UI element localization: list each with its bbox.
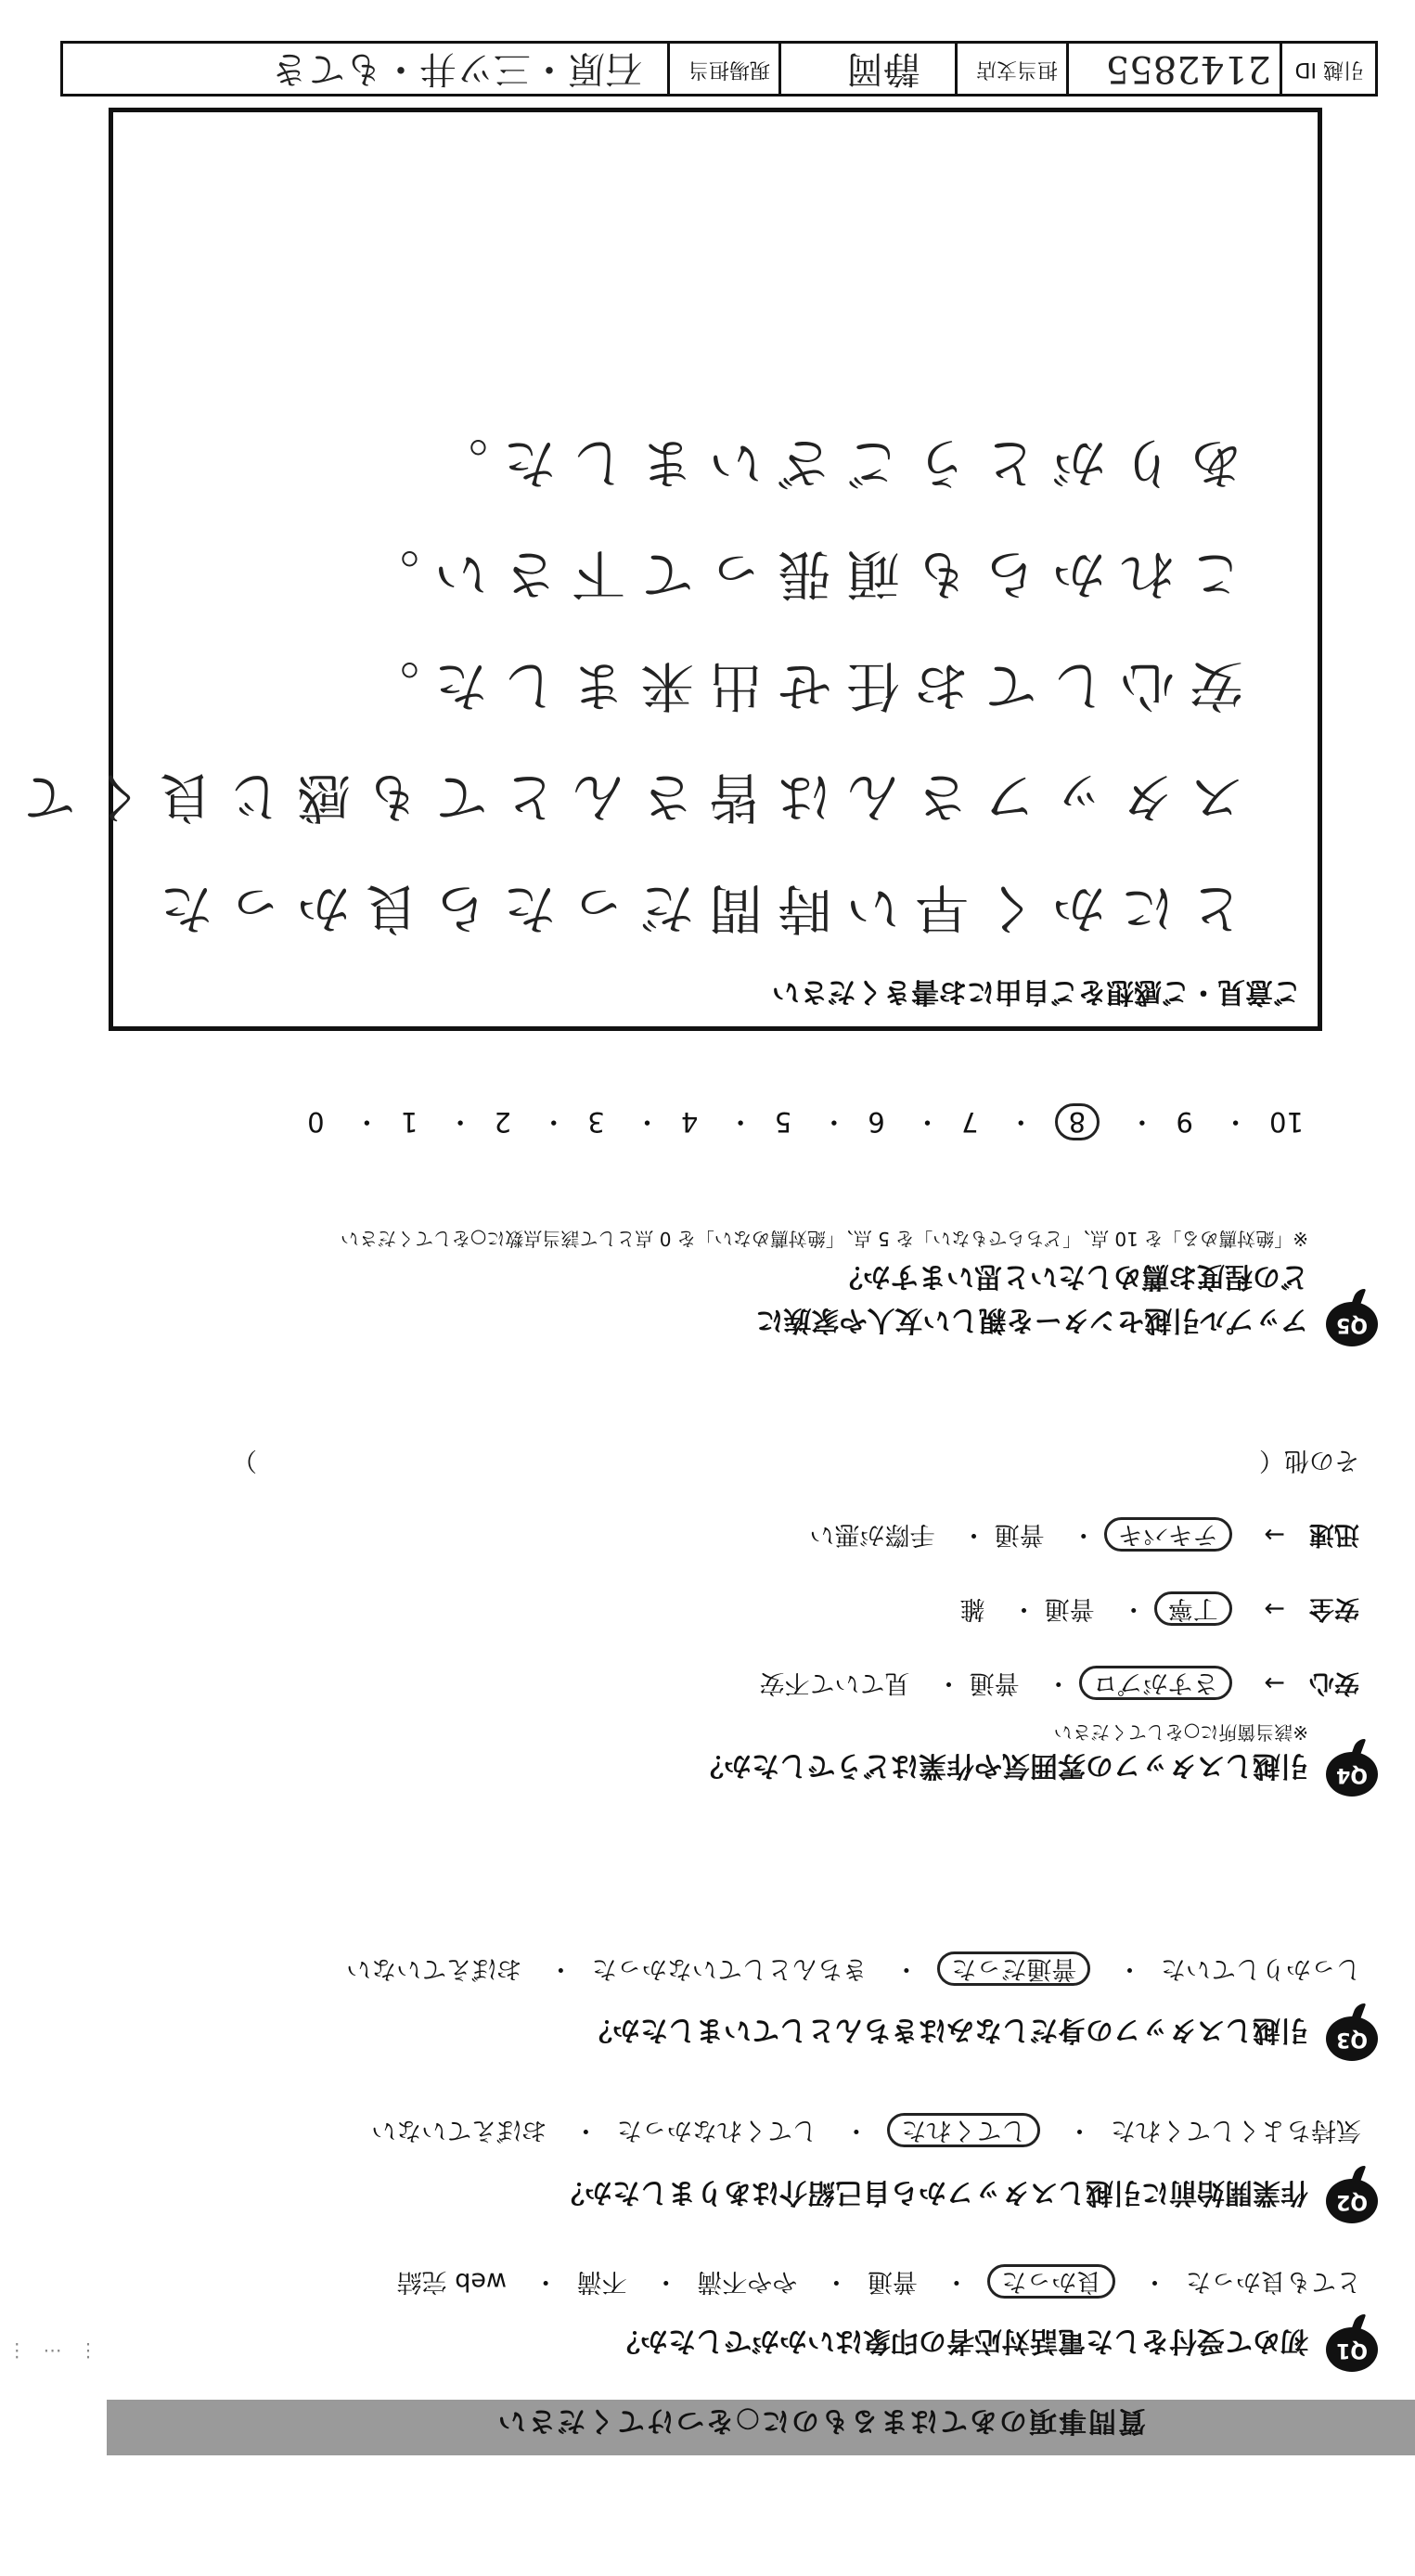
handwritten-line: 安心してお任せ出来ました。 bbox=[350, 654, 1243, 717]
q4-row-label: 安心 bbox=[1309, 1668, 1359, 1697]
staff-value: 石原・三ツ井・もてき bbox=[271, 47, 642, 90]
q1-option[interactable]: 不満 bbox=[576, 2267, 627, 2296]
q4-option[interactable]: 見ていて不安 bbox=[759, 1668, 910, 1697]
q4-option-selected[interactable]: さすがプロ bbox=[1079, 1666, 1232, 1700]
q3-question: 引越しスタッフの身だしなみはきちんとしていましたか？ bbox=[585, 2014, 1308, 2046]
q4-row-anzen: 安全→ 丁寧 ・ 普通 ・ 雑 bbox=[959, 1593, 1359, 1629]
q4-row-label: 迅速 bbox=[1309, 1520, 1359, 1549]
instruction-text: 質問事項のあてはまるものに○をつけてください bbox=[495, 2404, 1146, 2437]
score-option[interactable]: 2 bbox=[494, 1106, 512, 1138]
q1-options: とても良かった・ 良かった・ 普通・ やや不満・ 不満・ web 完結 bbox=[379, 2266, 1361, 2302]
q4-option[interactable]: 普通 bbox=[969, 1668, 1020, 1697]
id-value: 2142855 bbox=[1105, 47, 1271, 90]
q3-option[interactable]: おぼえていない bbox=[346, 1954, 522, 1983]
handwritten-line: ありがとうございました。 bbox=[418, 431, 1243, 495]
q3-badge-icon: Q3 bbox=[1326, 2016, 1378, 2061]
score-option[interactable]: 4 bbox=[680, 1106, 699, 1138]
staff-info-table bbox=[60, 41, 1378, 97]
q5-question-line1: アップル引越センターを親しい友人や家族に bbox=[755, 1304, 1308, 1336]
comments-box[interactable] bbox=[6, 108, 1322, 1031]
score-option[interactable]: 7 bbox=[961, 1106, 979, 1138]
q4-row-label: 安全 bbox=[1309, 1594, 1359, 1623]
handwritten-line: これからも頑張って下さい。 bbox=[350, 543, 1243, 606]
handwritten-line: スタッフさんは皆さんとても感じ良くて bbox=[6, 766, 1243, 829]
q1-option-selected[interactable]: 良かった bbox=[987, 2264, 1115, 2299]
staff-label: 現場担当 bbox=[688, 58, 770, 81]
q4-question: 引越しスタッフの雰囲気や作業はどうでしたか？ bbox=[696, 1749, 1308, 1782]
q5-question-line2: どの程度お薦めしたいと思いますか？ bbox=[835, 1260, 1308, 1293]
q4-row-anshin: 安心→ さすがプロ ・ 普通 ・ 見ていて不安 bbox=[759, 1668, 1359, 1704]
score-option[interactable]: 6 bbox=[868, 1106, 885, 1138]
q4-option-selected[interactable]: 丁寧 bbox=[1154, 1591, 1232, 1626]
q1-option[interactable]: やや不満 bbox=[697, 2267, 798, 2296]
score-option[interactable]: 10 bbox=[1269, 1106, 1304, 1138]
q4-other-field[interactable]: その他（） bbox=[232, 1446, 1359, 1475]
q2-option[interactable]: おぼえていない bbox=[371, 2116, 547, 2145]
branch-label: 担当支店 bbox=[975, 58, 1058, 81]
q2-option-selected[interactable]: してくれた bbox=[887, 2113, 1040, 2147]
q4-note: ※該当箇所に○をしてください bbox=[1053, 1721, 1308, 1744]
q4-option-selected[interactable]: テキパキ bbox=[1104, 1517, 1232, 1552]
q2-badge-icon: Q2 bbox=[1326, 2179, 1378, 2223]
q1-badge-icon: Q1 bbox=[1326, 2327, 1378, 2372]
q4-badge-icon: Q4 bbox=[1326, 1752, 1378, 1797]
q2-question: 作業開始前に引越しスタッフから自己紹介はありましたか？ bbox=[557, 2176, 1308, 2209]
branch-value: 静岡 bbox=[846, 47, 920, 90]
handwritten-line: とにかく早い時間だったら良かった bbox=[144, 877, 1243, 940]
q4-row-jinsoku: 迅速→ テキパキ ・ 普通 ・ 手際が悪い bbox=[809, 1519, 1359, 1555]
q2-option[interactable]: してくれなかった bbox=[616, 2116, 817, 2145]
q3-option-selected[interactable]: 普通だった bbox=[937, 1951, 1090, 1986]
q5-badge-icon: Q5 bbox=[1326, 1302, 1378, 1346]
q5-score-scale: 10・ 9・ 8・ 7・ 6・ 5・ 4・ 3・ 2・ 1・ 0 bbox=[97, 1103, 1304, 1142]
score-option[interactable]: 0 bbox=[307, 1106, 325, 1138]
score-option[interactable]: 3 bbox=[587, 1106, 605, 1138]
score-option[interactable]: 9 bbox=[1176, 1106, 1193, 1138]
score-option-selected[interactable]: 8 bbox=[1055, 1103, 1100, 1140]
q4-option[interactable]: 手際が悪い bbox=[809, 1520, 935, 1549]
q3-options: しっかりしていた・ 普通だった・ きちんとしていなかった・ おぼえていない bbox=[328, 1953, 1361, 1990]
q4-option[interactable]: 普通 bbox=[994, 1520, 1045, 1549]
q3-option[interactable]: きちんとしていなかった bbox=[591, 1954, 868, 1983]
score-option[interactable]: 1 bbox=[400, 1106, 418, 1138]
q5-note: ※「絶対薦める」を 10 点、「どちらでもない」を 5 点、「絶対薦めない」を 0 点として該当点数に○をしてください bbox=[340, 1228, 1308, 1250]
q4-option[interactable]: 雑 bbox=[959, 1594, 985, 1623]
instruction-banner bbox=[107, 2400, 1415, 2455]
q3-option[interactable]: しっかりしていた bbox=[1161, 1954, 1361, 1983]
comments-title: ご意見・ご感想をご自由にお書きください bbox=[772, 975, 1301, 1008]
q2-option[interactable]: 気持ちよくしてくれた bbox=[1111, 2116, 1361, 2145]
q1-option[interactable]: とても良かった bbox=[1186, 2267, 1361, 2296]
score-option[interactable]: 5 bbox=[774, 1106, 792, 1138]
q1-question: 初めて受付をした電話対応者の印象はいかがでしたか？ bbox=[612, 2325, 1308, 2357]
scan-specks: ⋮ ⋯ ⋮ bbox=[2, 2340, 97, 2363]
id-label: 引越 ID bbox=[1294, 58, 1364, 81]
q2-options: 気持ちよくしてくれた・ してくれた・ してくれなかった・ おぼえていない bbox=[353, 2115, 1361, 2151]
q1-option[interactable]: 普通 bbox=[867, 2267, 918, 2296]
q4-option[interactable]: 普通 bbox=[1044, 1594, 1095, 1623]
q1-option[interactable]: web 完結 bbox=[396, 2267, 508, 2296]
